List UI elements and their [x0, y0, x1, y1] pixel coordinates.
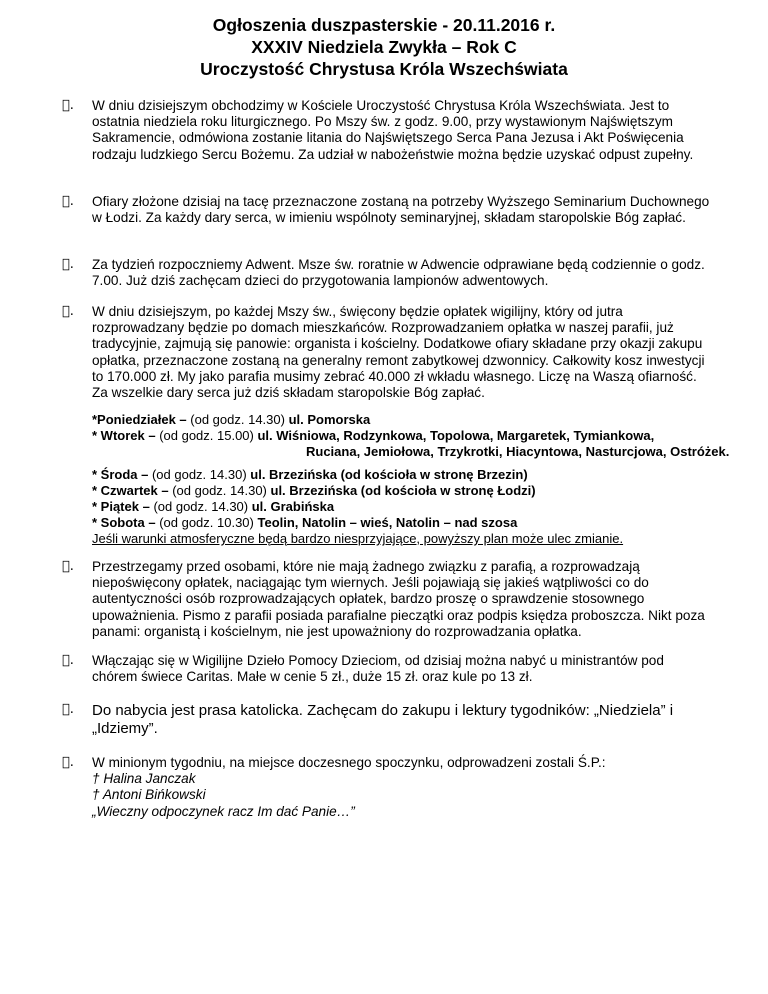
schedule-row-monday — [92, 412, 742, 428]
schedule-note: Jeśli warunki atmosferyczne będą bardzo niesprzyjające, powyższy plan może ulec zmianie. — [92, 531, 624, 546]
schedule-row-thursday — [92, 483, 742, 499]
schedule-streets: ul. Wiśniowa, Rodzynkowa, Topolowa, Margaretek, Tymiankowa, — [257, 428, 655, 443]
schedule-time: (od godz. 14.30) — [168, 483, 271, 498]
schedule-day: * Środa – — [92, 467, 149, 482]
title-line-3: Uroczystość Chrystusa Króla Wszechświata — [200, 59, 568, 79]
announcement-text: W dniu dzisiejszym, po każdej Mszy św., święcony będzie opłatek wigilijny, który od jutra rozprowadzany będzie po domach mieszkańców. Rozprowadzaniem opłatka w naszej parafii, już tradycyjnie, zajmują się panowie: organista i kościelny. Dodatkowe ofiary składane przy okazji zakupu opłatka, przeznaczone zostaną na generalny remont zabytkowej dzwonnicy. Całkowity kosz inwestycji to 170.000 zł. My jako parafia musimy zebrać 40.000 zł wkładu własnego. Liczę na Waszą ofiarność. Za wszelkie dary serca już dziś składam staropolskie Bóg zapłać. — [92, 304, 705, 401]
announcement-text: W minionym tygodniu, na miejsce doczesnego spoczynku, odprowadzeni zostali Ś.P.: — [92, 755, 606, 770]
schedule-streets: ul. Brzezińska (od kościoła w stronę Brzezin) — [250, 467, 528, 482]
schedule-row-tuesday — [92, 428, 742, 444]
schedule-block-1 — [92, 412, 742, 460]
bullet-icon: . — [62, 257, 67, 272]
schedule-row-saturday — [92, 515, 742, 531]
announcement-text: Za tydzień rozpoczniemy Adwent. Msze św. roratnie w Adwencie odprawiane będą codziennie o godz. 7.00. Już dziś zachęcam dzieci do przygotowania lampionów adwentowych. — [92, 257, 705, 289]
schedule-block-2 — [92, 467, 742, 547]
announcement-text: W dniu dzisiejszym obchodzimy w Kościele Uroczystość Chrystusa Króla Wszechświata. Jest to ostatnia niedziela roku liturgicznego. Po Mszy św. z godz. 9.00, przy wystawionym Najświętszym Sakramencie, odmówiona zostanie litania do Najświętszego Serca Pana Jezusa i Akt Poświęcenia rodzaju ludzkiego Sercu Bożemu. Za udział w nabożeństwie można będzie uzyskać odpust zupełny. — [92, 98, 694, 162]
schedule-day: * Czwartek – — [92, 483, 169, 498]
title-line-1: Ogłoszenia duszpasterskie - 20.11.2016 r. — [212, 15, 556, 35]
bullet-icon: . — [62, 559, 67, 574]
schedule-streets: ul. Pomorska — [288, 412, 371, 427]
schedule-row-friday — [92, 499, 742, 515]
prayer-closing: „Wieczny odpoczynek racz Im dać Panie…” — [92, 803, 355, 819]
schedule-streets: ul. Brzezińska (od kościoła w stronę Łodzi) — [270, 483, 536, 498]
page-title — [0, 14, 768, 80]
schedule-time: (od godz. 14.30) — [148, 467, 251, 482]
deceased-name: † Halina Janczak — [92, 771, 196, 787]
deceased-name: † Antoni Bińkowski — [92, 787, 206, 803]
schedule-time: (od godz. 15.00) — [155, 428, 258, 443]
schedule-streets-continued: Ruciana, Jemiołowa, Trzykrotki, Hiacyntowa, Nasturcjowa, Ostróżek. — [306, 444, 730, 459]
title-line-2: XXXIV Niedziela Zwykła – Rok C — [251, 37, 517, 57]
announcement-text-block — [92, 755, 712, 820]
schedule-day: *Poniedziałek – — [92, 412, 187, 427]
schedule-time: (od godz. 10.30) — [155, 515, 258, 530]
announcement-text: Do nabycia jest prasa katolicka. Zachęcam do zakupu i lektury tygodników: „Niedziela” i „Idziemy”. — [92, 702, 674, 737]
announcement-text: Ofiary złożone dzisiaj na tacę przeznaczone zostaną na potrzeby Wyższego Seminarium Duchownego w Łodzi. Za każdy dary serca, w imieniu wspólnoty seminaryjnej, składam staropolskie Bóg zapłać. — [92, 194, 710, 226]
schedule-day: * Piątek – — [92, 499, 150, 514]
announcement-text: Włączając się w Wigilijne Dzieło Pomocy Dzieciom, od dzisiaj można nabyć u ministrantów pod chórem świece Caritas. Małe w cenie 5 zł., duże 15 zł. oraz kule po 13 zł. — [92, 653, 664, 685]
schedule-streets: Teolin, Natolin – wieś, Natolin – nad szosa — [257, 515, 518, 530]
schedule-time: (od godz. 14.30) — [149, 499, 252, 514]
bullet-icon: . — [62, 653, 67, 668]
schedule-day: * Wtorek – — [92, 428, 156, 443]
schedule-row-wednesday — [92, 467, 742, 483]
schedule-day: * Sobota – — [92, 515, 156, 530]
bullet-icon: . — [62, 755, 67, 770]
bullet-icon: . — [62, 702, 67, 717]
schedule-time: (od godz. 14.30) — [186, 412, 289, 427]
bullet-icon: . — [62, 98, 67, 113]
bullet-icon: . — [62, 194, 67, 209]
schedule-streets: ul. Grabińska — [251, 499, 335, 514]
bullet-icon: . — [62, 304, 67, 319]
announcement-text: Przestrzegamy przed osobami, które nie mają żadnego związku z parafią, a rozprowadzają niepoświęcony opłatek, naciągając tym wiernych. Jeśli pojawiają się jakieś wątpliwości co do autentyczności osób rozprowadzających opłatek, bardzo proszę o sprawdzenie stosownego upoważnienia. Pismo z parafii posiada parafialne pieczątki oraz podpis księdza proboszcza. Nikt poza panami: organistą i kościelnym, nie jest upoważniony do rozprowadzania opłatka. — [92, 559, 705, 639]
